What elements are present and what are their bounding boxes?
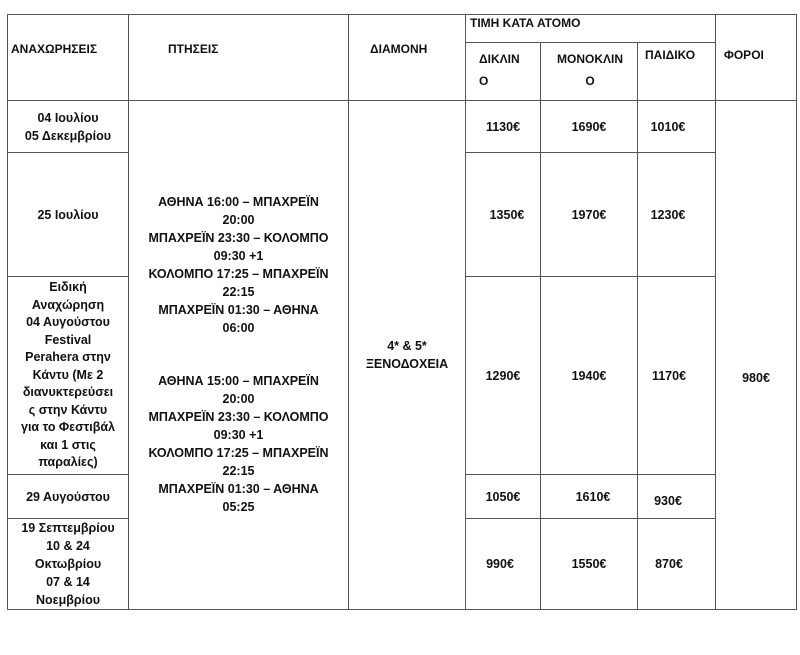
header-double: ΔΙΚΛΙΝ Ο: [479, 52, 520, 88]
price-child-row-3: 1170€: [651, 368, 687, 383]
taxes-value: 980€: [742, 371, 770, 385]
price-double-row-2: 1350€: [489, 207, 525, 222]
header-taxes: ΦΟΡΟΙ: [724, 48, 764, 62]
header-stay: ΔΙΑΜΟΝΗ: [370, 42, 428, 56]
price-child-row-4: 930€: [654, 493, 682, 508]
price-single-row-2: 1970€: [571, 207, 607, 222]
departure-row-2: 25 Ιουλίου: [37, 207, 99, 222]
price-header-divider: [465, 42, 715, 43]
table-border-top: [7, 14, 797, 15]
table-border-bottom: [7, 609, 797, 610]
price-double-row-4: 1050€: [485, 489, 521, 504]
price-double-row-3: 1290€: [485, 368, 521, 383]
departure-row-4: 29 Αυγούστου: [26, 489, 110, 504]
price-child-row-2: 1230€: [650, 207, 686, 222]
departure-row-3: Ειδική Αναχώρηση 04 Αυγούστου Festival Perahera στην Κάντυ (Με 2 διανυκτερεύσει ς στην Κάντυ για το Φεστιβάλ και 1 στις παραλίες): [21, 280, 115, 470]
price-single-row-1: 1690€: [571, 119, 607, 134]
price-child-row-1: 1010€: [650, 119, 686, 134]
departure-row-5: 19 Σεπτεμβρίου 10 & 24 Οκτωβρίου 07 & 14 Νοεμβρίου: [21, 521, 115, 607]
departure-row-1: 04 Ιουλίου 05 Δεκεμβρίου: [24, 110, 112, 143]
price-single-row-5: 1550€: [571, 557, 607, 571]
header-single: ΜΟΝΟΚΛΙΝ Ο: [557, 52, 623, 88]
price-single-row-4: 1610€: [575, 489, 611, 504]
header-flights: ΠΤΗΣΕΙΣ: [168, 42, 219, 56]
stay-value: 4* & 5* ΞΕΝΟΔΟΧΕΙΑ: [365, 339, 449, 371]
price-double-row-5: 990€: [486, 557, 514, 571]
flights-block-2: ΑΘΗΝΑ 15:00 – ΜΠΑΧΡΕΪΝ 20:00 ΜΠΑΧΡΕΪΝ 23:30 – ΚΟΛΟΜΠΟ 09:30 +1 ΚΟΛΟΜΠΟ 17:25 – ΜΠΑΧΡΕΪΝ 22:15 ΜΠΑΧΡΕΪΝ 01:30 – ΑΘΗΝΑ 05:25: [148, 374, 329, 514]
header-child: ΠΑΙΔΙΚΟ: [645, 48, 696, 62]
header-departures: ΑΝΑΧΩΡΗΣΕΙΣ: [11, 42, 98, 56]
table-border-right: [796, 14, 797, 610]
flights-block-1: ΑΘΗΝΑ 16:00 – ΜΠΑΧΡΕΪΝ 20:00 ΜΠΑΧΡΕΪΝ 23:30 – ΚΟΛΟΜΠΟ 09:30 +1 ΚΟΛΟΜΠΟ 17:25 – ΜΠΑΧΡΕΪΝ 22:15 ΜΠΑΧΡΕΪΝ 01:30 – ΑΘΗΝΑ 06:00: [148, 195, 329, 335]
price-single-row-3: 1940€: [571, 368, 607, 383]
header-price-per-person: ΤΙΜΗ ΚΑΤΑ ΑΤΟΜΟ: [470, 16, 581, 30]
price-double-row-1: 1130€: [485, 119, 521, 134]
price-child-row-5: 870€: [655, 557, 683, 571]
